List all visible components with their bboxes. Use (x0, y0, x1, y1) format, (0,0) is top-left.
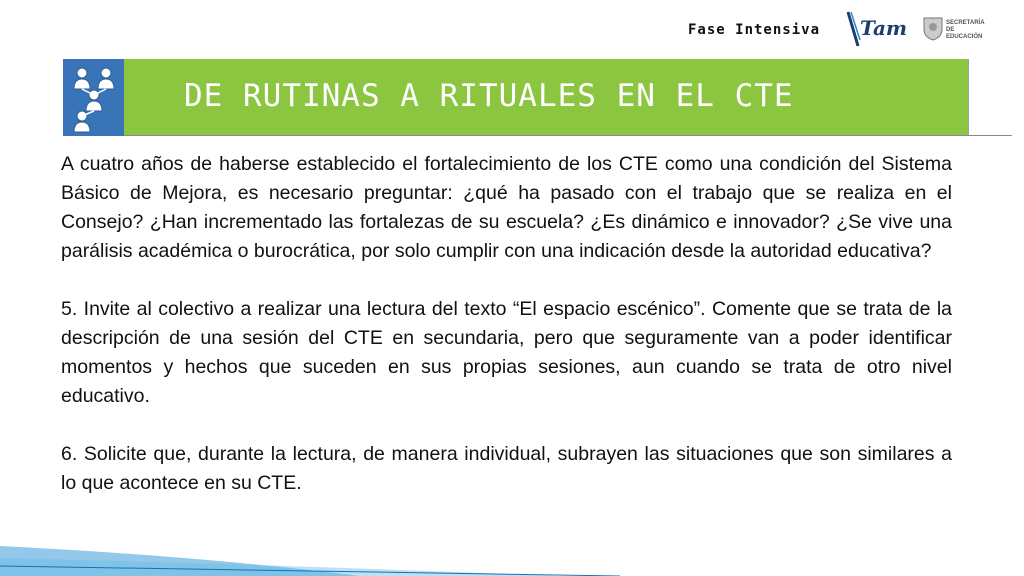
tam-logo-text: Tam (860, 16, 908, 40)
bottom-wave-decoration (0, 516, 1024, 576)
title-bar-edge (968, 59, 969, 136)
paragraph-intro: A cuatro años de haberse establecido el fortalecimiento de los CTE como una condición del Sistema Básico de Mejora, es necesario preguntar: ¿qué ha pasado con el trabajo que se realiza en el Consejo? ¿Han incrementado las fortalezas de su escuela? ¿Es dinámico e innovador? ¿Se vive una parálisis académica o burocrática, por solo cumplir con una indicación desde la autoridad educativa? (61, 153, 952, 262)
paragraph-step-6: 6. Solicite que, durante la lectura, de manera individual, subrayen las situaciones que son similares a lo que acontece en su CTE. (61, 443, 952, 494)
slide-title: DE RUTINAS A RITUALES EN EL CTE (184, 78, 794, 114)
paragraph-step-5: 5. Invite al colectivo a realizar una lectura del texto “El espacio escénico”. Comente que se trata de la descripción de una sesión del CTE en secundaria, pero que seguramente van a poder identificar momentos y hechos que suceden en sus propias sesiones, aun cuando se trata de otro nivel educativo. (61, 298, 952, 407)
coat-of-arms-icon (922, 15, 944, 41)
title-underline (124, 135, 1012, 136)
people-group-icon (63, 59, 124, 136)
slide-body (61, 150, 952, 498)
title-icon-box (63, 59, 124, 136)
phase-label: Fase Intensiva (688, 22, 821, 38)
logos-group (846, 10, 986, 50)
secretaria-logo-text: SECRETARÍA DE EDUCACIÓN (946, 20, 985, 40)
